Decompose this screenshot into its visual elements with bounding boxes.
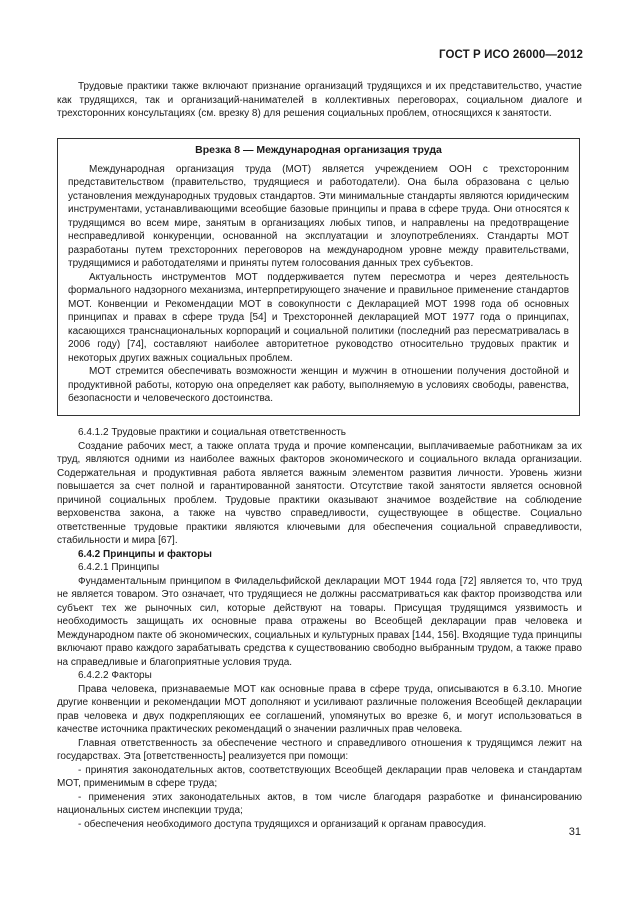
intro-section bbox=[57, 80, 582, 121]
section-heading-6421: 6.4.2.1 Принципы bbox=[78, 562, 160, 573]
list-item: - принятия законодательных актов, соответствующих Всеобщей декларации прав человека и стандартам МОТ, применимым в сфере труда; bbox=[57, 764, 582, 789]
list-item: - обеспечения необходимого доступа трудящихся и организаций к органам правосудия. bbox=[78, 818, 487, 830]
main-section bbox=[57, 426, 582, 831]
page-number: 31 bbox=[568, 826, 581, 838]
standard-header: ГОСТ Р ИСО 26000—2012 bbox=[438, 49, 583, 61]
section-heading-642: 6.4.2 Принципы и факторы bbox=[78, 548, 212, 560]
section-heading-6412: 6.4.1.2 Трудовые практики и социальная ответственность bbox=[78, 427, 346, 438]
intro-paragraph: Трудовые практики также включают признание организаций трудящихся и их представительство, участие как трудящихся, так и организаций-нанимателей в коллективных переговорах, социальном диалоге и трехсторонних консультациях (см. врезку 8) для решения социальных проблем, относящихся к занятости. bbox=[57, 81, 582, 119]
section-text-6422-1: Права человека, признаваемые МОТ как основные права в сфере труда, описываются в 6.3.10. Многие другие конвенции и рекомендации МОТ дополняют и усиливают различные положения Всеобщей декларации прав человека и двух подкрепляющих ее соглашений, упомянутых во врезке 6, и могут использоваться в качестве источника практических рекомендаций о значении различных прав человека. bbox=[57, 683, 582, 735]
inset-paragraph-3: МОТ стремится обеспечивать возможности женщин и мужчин в отношении получения достойной и продуктивной работы, которую она определяет как работу, выполняемую в условиях свободы, равенства, безопасности и человеческого достоинства. bbox=[68, 366, 569, 404]
section-heading-6422: 6.4.2.2 Факторы bbox=[78, 670, 152, 681]
list-item: - применения этих законодательных актов, в том числе благодаря разработке и финансированию национальных систем инспекции труда; bbox=[57, 791, 582, 816]
inset-paragraph-1: Международная организация труда (МОТ) является учреждением ООН с трехсторонним представительством (правительство, трудящиеся и работодатели). Она была образована с целью установления международных трудовых стандартов. Эти минимальные стандарты являются юридическим инструментами, устанавливающими всеобщие базовые принципы и права в сфере труда. Они относятся к трудящимся во всем мире, занятым в организациях любых типов, и направлены на предотвращение несправедливой конкуренции, основанной на эксплуатации и злоупотреблениях. Стандарты МОТ разработаны путем трехсторонних переговоров на международном уровне между правительствами, трудящимися и работодателями и приняты путем голосования данных трех субъектов. bbox=[68, 163, 569, 269]
inset-box-title: Врезка 8 — Международная организация труда bbox=[195, 144, 442, 156]
inset-box-8 bbox=[57, 138, 580, 416]
inset-paragraph-2: Актуальность инструментов МОТ поддерживается путем пересмотра и через деятельность формального надзорного механизма, интерпретирующего значение и правильное применение стандартов МОТ. Конвенции и Рекомендации МОТ в совокупности с Декларацией МОТ 1998 года об основных принципах и правах в сфере труда [54] и Трехсторонней декларацией МОТ 1977 года о принципах, касающихся транснациональных корпораций и социальной политики (последний раз пересматривалась в 2006 году) [74], составляют наиболее авторитетное руководство относительно трудовых практик и некоторых других важных социальных проблем. bbox=[68, 271, 569, 364]
section-text-6422-2: Главная ответственность за обеспечение честного и справедливого отношения к трудящимся лежит на государствах. Эта [ответственность] реализуется при помощи: bbox=[57, 737, 582, 762]
section-text-6412: Создание рабочих мест, а также оплата труда и прочие компенсации, выплачиваемые работникам за их труд, являются одними из наиболее важных факторов экономического и социального вклада организации. Содержательная и продуктивная работа является важным элементом развития личности. Уровень жизни повышается за счет полной и гарантированной занятости. Отсутствие такой занятости является основной причиной социальных проблем. Трудовые практики оказывают значимое воздействие на соблюдение верховенства закона, а также на чувство справедливости, существующее в обществе. Социально ответственные трудовые практики являются ключевыми для обеспечения социальной справедливости, стабильности и мира [67]. bbox=[57, 440, 582, 546]
section-text-6421: Фундаментальным принципом в Филадельфийской декларации МОТ 1944 года [72] является то, что труд не является товаром. Это означает, что трудящиеся не должны рассматриваться как фактор производства или субъект тех же рыночных сил, которые действуют на товары. Присущая трудящимся уязвимость и необходимость защищать их основные права отражены во Всеобщей декларации прав человека и Международном пакте об экономических, социальных и культурных правах [144, 156]. Входящие туда принципы включают право каждого зарабатывать средства к существованию свободно выбранным трудом, а также право на справедливые и благоприятные условия труда. bbox=[57, 575, 582, 668]
